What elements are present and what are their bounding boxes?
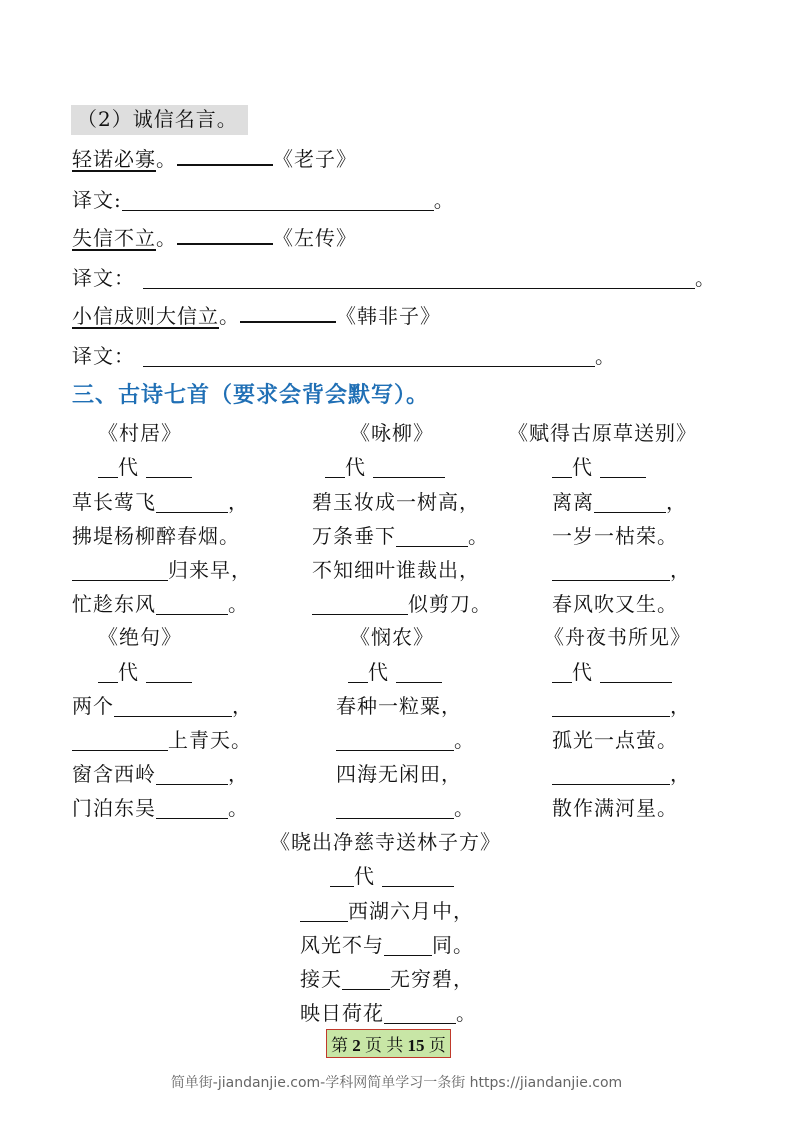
dynasty-blank[interactable] bbox=[348, 662, 368, 683]
dynasty-blank[interactable] bbox=[325, 457, 345, 478]
end-punct: 。 bbox=[695, 266, 716, 290]
poem-title-xiaochu: 《晓出净慈寺送林子方》 bbox=[270, 830, 501, 854]
poem-line: 窗含西岭 ， bbox=[72, 762, 249, 786]
translation-label: 译文： bbox=[72, 266, 135, 290]
quote-punct: 。 bbox=[219, 304, 240, 328]
dynasty-blank[interactable] bbox=[330, 866, 354, 887]
poem-line: 映日荷花 。 bbox=[300, 1001, 477, 1025]
quote-source: 《韩非子》 bbox=[336, 304, 441, 328]
author-blank[interactable] bbox=[382, 866, 454, 887]
poem-line: 忙趁东风 。 bbox=[72, 592, 249, 616]
poem-line: 拂堤杨柳醉春烟。 bbox=[72, 524, 240, 548]
poem-blank[interactable] bbox=[156, 492, 228, 513]
translation-line-2 bbox=[72, 265, 716, 291]
poem-line: 接天 无穷碧， bbox=[300, 967, 474, 991]
dynasty-label: 代 bbox=[572, 455, 593, 479]
poem-line: 不知细叶谁裁出， bbox=[312, 558, 480, 582]
end-punct: 。 bbox=[433, 188, 455, 212]
poem-title-cunju: 《村居》 bbox=[98, 421, 182, 445]
poem-blank[interactable] bbox=[156, 594, 228, 615]
poem-line: 似剪刀。 bbox=[312, 591, 492, 617]
dynasty-label: 代 bbox=[118, 660, 139, 684]
dynasty-blank[interactable] bbox=[98, 457, 118, 478]
dynasty-blank[interactable] bbox=[552, 662, 572, 683]
dynasty-label: 代 bbox=[368, 660, 389, 684]
quote-text: 失信不立 bbox=[72, 226, 156, 250]
poem-blank[interactable] bbox=[336, 730, 454, 751]
poem-line: 西湖六月中， bbox=[300, 898, 474, 924]
dynasty-label: 代 bbox=[118, 455, 139, 479]
poem-title-yongliu: 《咏柳》 bbox=[350, 421, 434, 445]
poem-line: 。 bbox=[336, 795, 475, 821]
quote-text: 小信成则大信立 bbox=[72, 304, 219, 328]
author-blank[interactable] bbox=[396, 662, 442, 683]
poem-author-yongliu bbox=[325, 454, 445, 480]
dynasty-label: 代 bbox=[345, 455, 366, 479]
poem-line: ， bbox=[552, 557, 691, 583]
poem-line: 离离 ， bbox=[552, 490, 687, 514]
quote-text: 轻诺必寡 bbox=[72, 147, 156, 171]
quote-line-2 bbox=[72, 225, 357, 251]
poem-line: 门泊东吴 。 bbox=[72, 796, 249, 820]
poem-blank[interactable] bbox=[342, 969, 390, 990]
dynasty-label: 代 bbox=[572, 660, 593, 684]
dynasty-blank[interactable] bbox=[98, 662, 118, 683]
author-blank[interactable] bbox=[146, 457, 192, 478]
poem-blank[interactable] bbox=[396, 526, 468, 547]
translation-blank[interactable] bbox=[122, 190, 434, 211]
poem-title-fude: 《赋得古原草送别》 bbox=[508, 421, 697, 445]
poem-blank[interactable] bbox=[72, 730, 168, 751]
poem-line: 散作满河星。 bbox=[552, 796, 678, 820]
section-3-title: 三、古诗七首（要求会背会默写）。 bbox=[72, 382, 430, 408]
quote-source: 《老子》 bbox=[273, 147, 357, 171]
poem-blank[interactable] bbox=[594, 492, 666, 513]
em-dash bbox=[240, 308, 336, 323]
quotes-heading bbox=[71, 105, 248, 135]
page-number: 2 bbox=[352, 1036, 361, 1055]
page-total: 15 bbox=[407, 1036, 425, 1055]
poem-blank[interactable] bbox=[336, 798, 454, 819]
quotes-heading-text: （2）诚信名言。 bbox=[77, 107, 238, 131]
poem-line: 风光不与 同。 bbox=[300, 933, 474, 957]
em-dash bbox=[177, 230, 273, 245]
poem-line: 四海无闲田， bbox=[336, 762, 462, 786]
author-blank[interactable] bbox=[600, 662, 672, 683]
poem-blank[interactable] bbox=[552, 560, 670, 581]
poem-line: 万条垂下 。 bbox=[312, 524, 489, 548]
author-blank[interactable] bbox=[373, 457, 445, 478]
translation-line-3 bbox=[72, 343, 616, 369]
poem-line: 。 bbox=[336, 727, 475, 753]
quote-punct: 。 bbox=[156, 226, 177, 250]
poem-blank[interactable] bbox=[552, 696, 670, 717]
poem-title-jueju: 《绝句》 bbox=[98, 625, 182, 649]
end-punct: 。 bbox=[595, 344, 616, 368]
poem-line: 春种一粒粟， bbox=[336, 694, 462, 718]
translation-label: 译文: bbox=[72, 188, 122, 212]
poem-blank[interactable] bbox=[156, 798, 228, 819]
poem-line: 孤光一点萤。 bbox=[552, 728, 678, 752]
poem-line: 草长莺飞 ， bbox=[72, 490, 249, 514]
dynasty-blank[interactable] bbox=[552, 457, 572, 478]
poem-author-minnong bbox=[348, 659, 442, 685]
translation-label: 译文： bbox=[72, 344, 135, 368]
poem-line: 两个 ， bbox=[72, 694, 253, 718]
poem-line: 上青天。 bbox=[72, 727, 252, 753]
poem-title-minnong: 《悯农》 bbox=[350, 625, 434, 649]
poem-author-xiaochu bbox=[330, 863, 454, 889]
poem-line: ， bbox=[552, 693, 691, 719]
quote-line-3 bbox=[72, 303, 441, 329]
poem-author-jueju bbox=[98, 659, 192, 685]
translation-blank[interactable] bbox=[143, 268, 695, 289]
poem-blank[interactable] bbox=[312, 594, 408, 615]
translation-blank[interactable] bbox=[143, 346, 595, 367]
poem-author-zhouye bbox=[552, 659, 672, 685]
poem-line: 碧玉妆成一树高， bbox=[312, 490, 480, 514]
poem-author-cunju bbox=[98, 454, 192, 480]
author-blank[interactable] bbox=[146, 662, 192, 683]
quote-punct: 。 bbox=[156, 147, 177, 171]
quote-source: 《左传》 bbox=[273, 226, 357, 250]
em-dash bbox=[177, 151, 273, 166]
poem-blank[interactable] bbox=[300, 901, 348, 922]
poem-author-fude bbox=[552, 454, 646, 480]
poem-blank[interactable] bbox=[552, 764, 670, 785]
poem-blank[interactable] bbox=[384, 1003, 456, 1024]
author-blank[interactable] bbox=[600, 457, 646, 478]
poem-blank[interactable] bbox=[114, 696, 232, 717]
poem-title-zhouye: 《舟夜书所见》 bbox=[544, 625, 691, 649]
page-number-badge: 第 2 页 共 15 页 bbox=[326, 1029, 451, 1058]
poem-line: 一岁一枯荣。 bbox=[552, 524, 678, 548]
dynasty-label: 代 bbox=[354, 864, 375, 888]
quote-line-1 bbox=[72, 146, 357, 172]
poem-line: 归来早， bbox=[72, 557, 252, 583]
translation-line-1 bbox=[72, 187, 455, 213]
site-watermark: 简单街-jiandanjie.com-学科网简单学习一条街 https://jiandanjie.com bbox=[170, 1075, 623, 1091]
poem-line: ， bbox=[552, 761, 691, 787]
poem-blank[interactable] bbox=[156, 764, 228, 785]
poem-line: 春风吹又生。 bbox=[552, 592, 678, 616]
poem-blank[interactable] bbox=[384, 935, 432, 956]
poem-blank[interactable] bbox=[72, 560, 168, 581]
